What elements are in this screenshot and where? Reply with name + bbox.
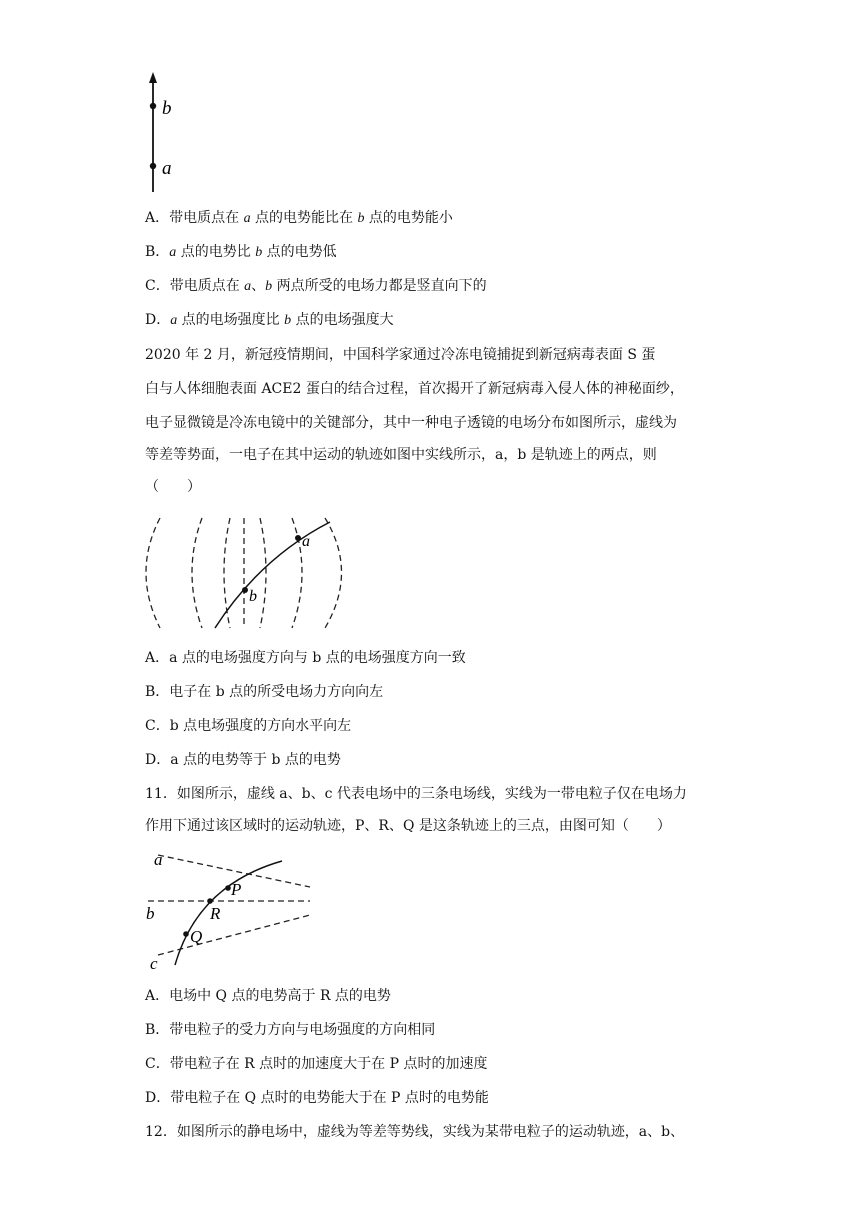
label-Q: Q	[190, 927, 203, 946]
point-b	[150, 103, 156, 109]
point-P	[225, 885, 231, 891]
q11-option-b[interactable]: B．带电粒子的受力方向与电场强度的方向相同	[145, 1022, 436, 1038]
label-a: a	[154, 850, 163, 869]
field-lines-figure	[140, 845, 320, 975]
q11-option-a[interactable]: A．电场中 Q 点的电势高于 R 点的电势	[145, 988, 391, 1004]
label-c: c	[150, 954, 158, 973]
electron-lens-figure	[140, 510, 360, 635]
label-b: b	[146, 904, 155, 923]
point-a	[150, 163, 156, 169]
label-a: a	[302, 533, 310, 550]
q10-stem-line3: 电子显微镜是冷冻电镜中的关键部分，其中一种电子透镜的电场分布如图所示，虚线为	[145, 415, 677, 431]
label-P: P	[231, 880, 242, 899]
q11-stem-line1: 11．如图所示，虚线 a、b、c 代表电场中的三条电场线，实线为一带电粒子仅在电场力	[145, 786, 687, 802]
q9-option-b[interactable]: B．a 点的电势比 b 点的电势低	[145, 244, 337, 260]
point-R	[207, 898, 213, 904]
q10-stem-line2: 白与人体细胞表面 ACE2 蛋白的结合过程，首次揭开了新冠病毒入侵人体的神秘面纱，	[145, 381, 684, 397]
q10-stem-line1: 2020 年 2 月，新冠疫情期间，中国科学家通过冷冻电镜捕捉到新冠病毒表面 S 蛋	[145, 347, 656, 363]
q9-option-c[interactable]: C．带电质点在 a、b 两点所受的电场力都是竖直向下的	[145, 278, 487, 294]
point-Q	[183, 931, 189, 937]
field-line-figure	[135, 70, 195, 195]
q11-option-c[interactable]: C．带电粒子在 R 点时的加速度大于在 P 点时的加速度	[145, 1056, 488, 1072]
q10-answer-blank: （ ）	[145, 479, 201, 495]
label-R: R	[210, 904, 221, 923]
particle-trajectory	[175, 861, 282, 965]
q10-option-a[interactable]: A．a 点的电场强度方向与 b 点的电场强度方向一致	[145, 650, 466, 666]
q10-option-c[interactable]: C．b 点电场强度的方向水平向左	[145, 718, 352, 734]
q10-stem-line4: 等差等势面，一电子在其中运动的轨迹如图中实线所示，a，b 是轨迹上的两点，则	[145, 447, 657, 463]
q10-option-b[interactable]: B．电子在 b 点的所受电场力方向向左	[145, 684, 384, 700]
label-b: b	[249, 588, 257, 605]
dashed-field-lines	[148, 855, 310, 955]
q11-option-d[interactable]: D．带电粒子在 Q 点时的电势能大于在 P 点时的电势能	[145, 1090, 489, 1106]
arrow-head-icon	[149, 72, 157, 83]
point-a	[295, 535, 301, 541]
label-b: b	[162, 98, 172, 119]
electron-trajectory	[215, 522, 330, 628]
q11-stem-line2: 作用下通过该区域时的运动轨迹，P、R、Q 是这条轨迹上的三点，由图可知（ ）	[145, 818, 671, 834]
equipotential-lines	[146, 518, 342, 628]
q12-stem-line1: 12．如图所示的静电场中，虚线为等差等势线，实线为某带电粒子的运动轨迹，a、b、	[145, 1124, 685, 1140]
point-b	[242, 587, 248, 593]
q9-option-a[interactable]: A．带电质点在 a 点的电势能比在 b 点的电势能小	[145, 210, 453, 226]
q10-option-d[interactable]: D．a 点的电势等于 b 点的电势	[145, 752, 341, 768]
label-a: a	[162, 158, 172, 179]
q9-option-d[interactable]: D．a 点的电场强度比 b 点的电场强度大	[145, 312, 394, 328]
